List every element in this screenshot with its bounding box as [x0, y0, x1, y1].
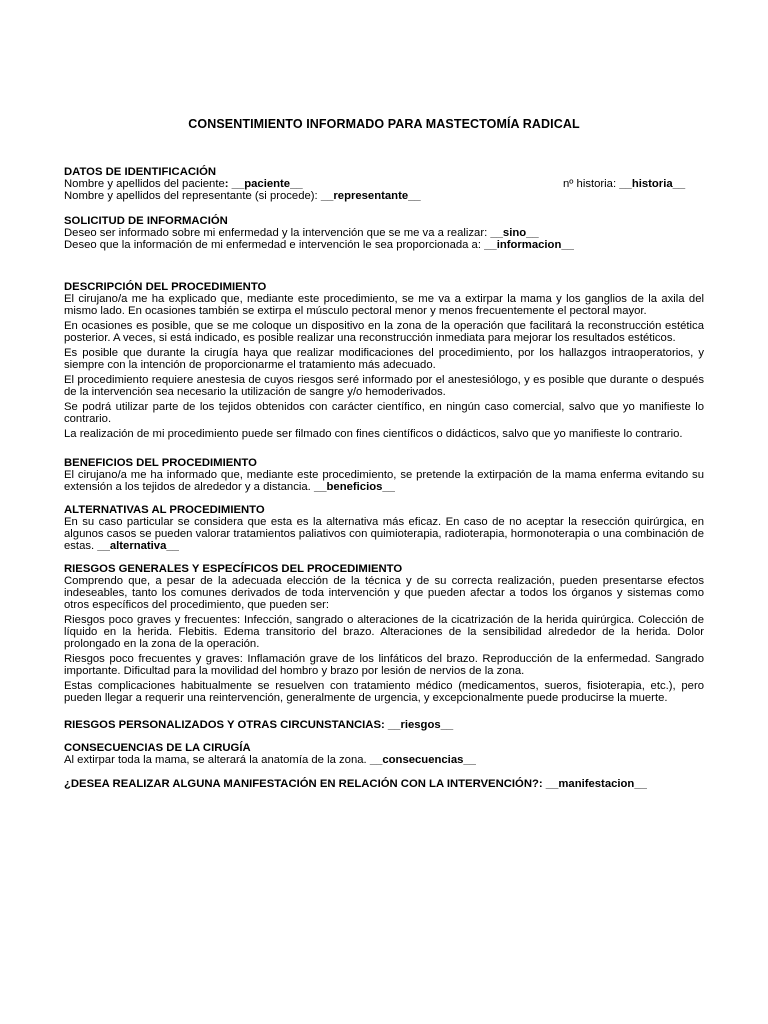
procedure-description-heading: DESCRIPCIÓN DEL PROCEDIMIENTO [64, 281, 267, 293]
benefits-section [64, 457, 704, 493]
risks-paragraph: Comprendo que, a pesar de la adecuada elección de la técnica y de su correcta realización, pueden presentarse efectos indeseables, tanto los comunes derivados de toda intervención y que pueden afectar a todos los órganos y sistemas como otros específicos del procedimiento, que pueden ser: [64, 575, 704, 611]
consequences-value: __consecuencias__ [369, 754, 476, 766]
procedure-description-section [64, 281, 704, 440]
benefits-heading: BENEFICIOS DEL PROCEDIMIENTO [64, 457, 257, 469]
history-value: __historia__ [619, 178, 686, 190]
benefits-text: El cirujano/a me ha informado que, mediante este procedimiento, se pretende la extirpación de la mama enferma evitando su extensión a los tejidos de alrededor y a distancia. [64, 469, 704, 493]
document-title: CONSENTIMIENTO INFORMADO PARA MASTECTOMÍA RADICAL [188, 117, 580, 131]
description-paragraph: El cirujano/a me ha explicado que, mediante este procedimiento, se me va a extirpar la mama y los ganglios de la axila del mismo lado. En ocasiones también se extirpa el músculo pectoral menor y menos frecuentemente el pectoral mayor. [64, 293, 704, 317]
information-request-text-1: Deseo ser informado sobre mi enfermedad y la intervención que se me va a realizar: [64, 227, 491, 239]
patient-value: : __paciente__ [224, 178, 303, 190]
information-request-section [64, 215, 704, 251]
representative-line [64, 190, 704, 202]
information-request-text-2: Deseo que la información de mi enfermedad e intervención le sea proporcionada a: [64, 239, 485, 251]
history-label: nº historia: [563, 178, 620, 190]
identification-section [64, 166, 704, 202]
information-request-line-1 [64, 227, 704, 239]
informacion-value: __informacion__ [484, 239, 574, 251]
description-paragraph: En ocasiones es posible, que se me coloque un dispositivo en la zona de la operación que facilitará la reconstrucción estética posterior. A veces, si está indicado, es posible realizar una reconstrucción inmediata para mejorar los resultados estéticos. [64, 320, 704, 344]
information-request-heading: SOLICITUD DE INFORMACIÓN [64, 215, 228, 227]
risks-paragraph: Estas complicaciones habitualmente se resuelven con tratamiento médico (medicamentos, sueros, fisioterapia, etc.), pero pueden llegar a requerir una reintervención, generalmente de urgencia, y excepcionalmente puede producirse la muerte. [64, 680, 704, 704]
sino-value: __sino__ [490, 227, 539, 239]
patient-line [64, 178, 704, 190]
personalized-risks-heading: RIESGOS PERSONALIZADOS Y OTRAS CIRCUNSTANCIAS: [64, 719, 388, 731]
manifestation-heading: ¿DESEA REALIZAR ALGUNA MANIFESTACIÓN EN RELACIÓN CON LA INTERVENCIÓN?: [64, 778, 546, 790]
personalized-risks-section [64, 719, 704, 731]
benefits-value: __beneficios__ [313, 481, 395, 493]
representative-label: Nombre y apellidos del representante (si procede): [64, 190, 321, 202]
risks-paragraph: Riesgos poco graves y frecuentes: Infección, sangrado o alteraciones de la cicatrización de la herida quirúrgica. Colección de líquido en la herida. Flebitis. Edema transitorio del brazo. Alteraciones de la sensibilidad alrededor de la herida. Dolor prolongado en la zona de la operación. [64, 614, 704, 650]
information-request-line-2 [64, 239, 704, 251]
alternatives-heading: ALTERNATIVAS AL PROCEDIMIENTO [64, 504, 265, 516]
risks-section [64, 563, 704, 704]
description-paragraph: El procedimiento requiere anestesia de cuyos riesgos seré informado por el anestesiólogo, y es posible que durante o después de la intervención sea necesario la utilización de sangre y/o hemoderivados. [64, 374, 704, 398]
history-field [563, 178, 685, 190]
description-paragraph: La realización de mi procedimiento puede ser filmado con fines científicos o didácticos, salvo que yo manifieste lo contrario. [64, 428, 683, 440]
manifestation-value: __manifestacion__ [545, 778, 647, 790]
risks-paragraph: Riesgos poco frecuentes y graves: Inflamación grave de los linfáticos del brazo. Reproducción de la enfermedad. Sangrado importante. Dificultad para la movilidad del hombro y brazo por lesión de nervios de la zona. [64, 653, 704, 677]
benefits-paragraph [64, 469, 704, 493]
personalized-risks-line [64, 719, 704, 731]
representative-value: __representante__ [320, 190, 421, 202]
consequences-text: Al extirpar toda la mama, se alterará la anatomía de la zona. [64, 754, 370, 766]
manifestation-section [64, 778, 704, 790]
alternatives-text: En su caso particular se considera que esta es la alternativa más eficaz. En caso de no aceptar la resección quirúrgica, en algunos casos se pueden valorar tratamientos paliativos con quimioterapia, radioterapia, hormonoterapia o una combinación de estas. [64, 516, 704, 552]
alternatives-section [64, 504, 704, 552]
personalized-risks-value: __riesgos__ [387, 719, 454, 731]
alternatives-value: __alternativa__ [97, 540, 179, 552]
manifestation-line [64, 778, 704, 790]
consequences-section [64, 742, 704, 766]
patient-label: Nombre y apellidos del paciente [64, 178, 225, 190]
consequences-heading: CONSECUENCIAS DE LA CIRUGÍA [64, 742, 251, 754]
description-paragraph: Es posible que durante la cirugía haya que realizar modificaciones del procedimiento, por los hallazgos intraoperatorios, y siempre con la intención de proporcionarme el tratamiento más adecuado. [64, 347, 704, 371]
alternatives-paragraph [64, 516, 704, 552]
identification-heading: DATOS DE IDENTIFICACIÓN [64, 166, 217, 178]
consequences-line [64, 754, 704, 766]
description-paragraph: Se podrá utilizar parte de los tejidos obtenidos con carácter científico, en ningún caso comercial, salvo que yo manifieste lo contrario. [64, 401, 704, 425]
risks-heading: RIESGOS GENERALES Y ESPECÍFICOS DEL PROCEDIMIENTO [64, 563, 403, 575]
